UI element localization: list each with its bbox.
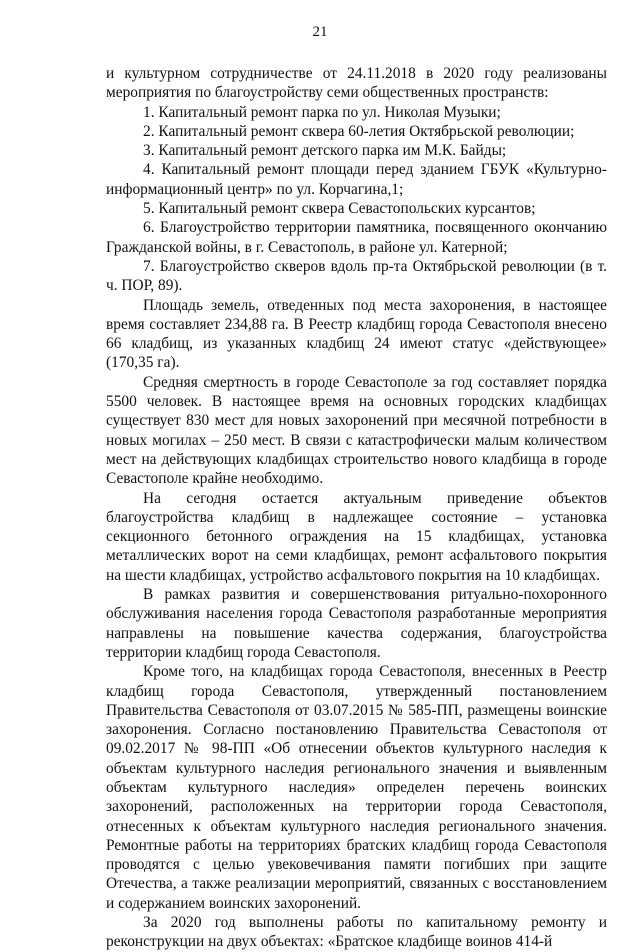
list-item-4: 4. Капитальный ремонт площади перед зданием ГБУК «Культурно-информационный центр» по ул. Корчагина,1; <box>106 161 607 198</box>
list-item-1: 1. Капитальный ремонт парка по ул. Николая Музыки; <box>143 103 501 121</box>
list-item-6: 6. Благоустройство территории памятника, посвященного окончанию Гражданской войны, в г. Севастополь, в районе ул. Катерной; <box>106 219 607 256</box>
list-item-5: 5. Капитальный ремонт сквера Севастопольских курсантов; <box>143 200 536 218</box>
list-item-7: 7. Благоустройство скверов вдоль пр-та Октябрьской революции (в т. ч. ПОР, 89). <box>106 257 607 295</box>
paragraph-military-burials: Кроме того, на кладбищах города Севастополя, внесенных в Реестр кладбищ города Севастополя, утвержденный постановлением Правительства Севастополя от 03.07.2015 № 585-ПП, размещены воинские захоронения. Согласно постановлению Правительства Севастополя от 09.02.2017 № 98-ПП «Об отнесении объектов культурного наследия к объектам культурного наследия регионального значения и выявленным объектам культурного наследия» определен перечень воинских захоронений, расположенных на территории города Севастополя, отнесенных к объектам культурного наследия регионального значения. Ремонтные работы на территориях братских кладбищ города Севастополя проводятся с целью увековечивания памяти погибших при защите Отечества, а также реализации мероприятий, связанных с восстановлением и содержанием воинских захоронений. <box>106 663 607 912</box>
paragraph-repair-works-2020: За 2020 год выполнены работы по капитальному ремонту и реконструкции на двух объектах: «Братское кладбище воинов 414-й <box>106 914 607 951</box>
paragraph-burial-land-area: Площадь земель, отведенных под места захоронения, в настоящее время составляет 234,88 га. В Реестр кладбищ города Севастополя внесено 66 кладбищ, из указанных кладбищ 24 имеют статус «действующее» (170,35 га). <box>106 296 607 372</box>
page-number: 21 <box>312 24 328 40</box>
list-item-2: 2. Капитальный ремонт сквера 60-летия Октябрьской революции; <box>143 122 575 140</box>
list-item-3: 3. Капитальный ремонт детского парка им М.К. Байды; <box>143 142 507 160</box>
document-body <box>106 64 607 952</box>
paragraph-intro-continuation: и культурном сотрудничестве от 24.11.2018 в 2020 году реализованы мероприятия по благоустройству семи общественных пространств: <box>106 65 607 102</box>
paragraph-mortality: Средняя смертность в городе Севастополе за год составляет порядка 5500 человек. В настоящее время на основных городских кладбищах существует 830 мест для новых захоронений при месячной потребности в новых могилах – 250 мест. В связи с катастрофически малым количеством мест на действующих кладбищах строительство нового кладбища в городе Севастополе крайне необходимо. <box>106 373 607 488</box>
paragraph-ritual-services: В рамках развития и совершенствования ритуально-похоронного обслуживания населения города Севастополя разработанные мероприятия направлены на повышение качества содержания, благоустройства территории кладбищ города Севастополя. <box>106 586 607 661</box>
paragraph-cemetery-improvement: На сегодня остается актуальным приведение объектов благоустройства кладбищ в надлежащее состояние – установка секционного бетонного ограждения на 15 кладбищах, установка металлических ворот на семи кладбищах, ремонт асфальтового покрытия на шести кладбищах, устройство асфальтового покрытия на 10 кладбищах. <box>106 489 607 584</box>
